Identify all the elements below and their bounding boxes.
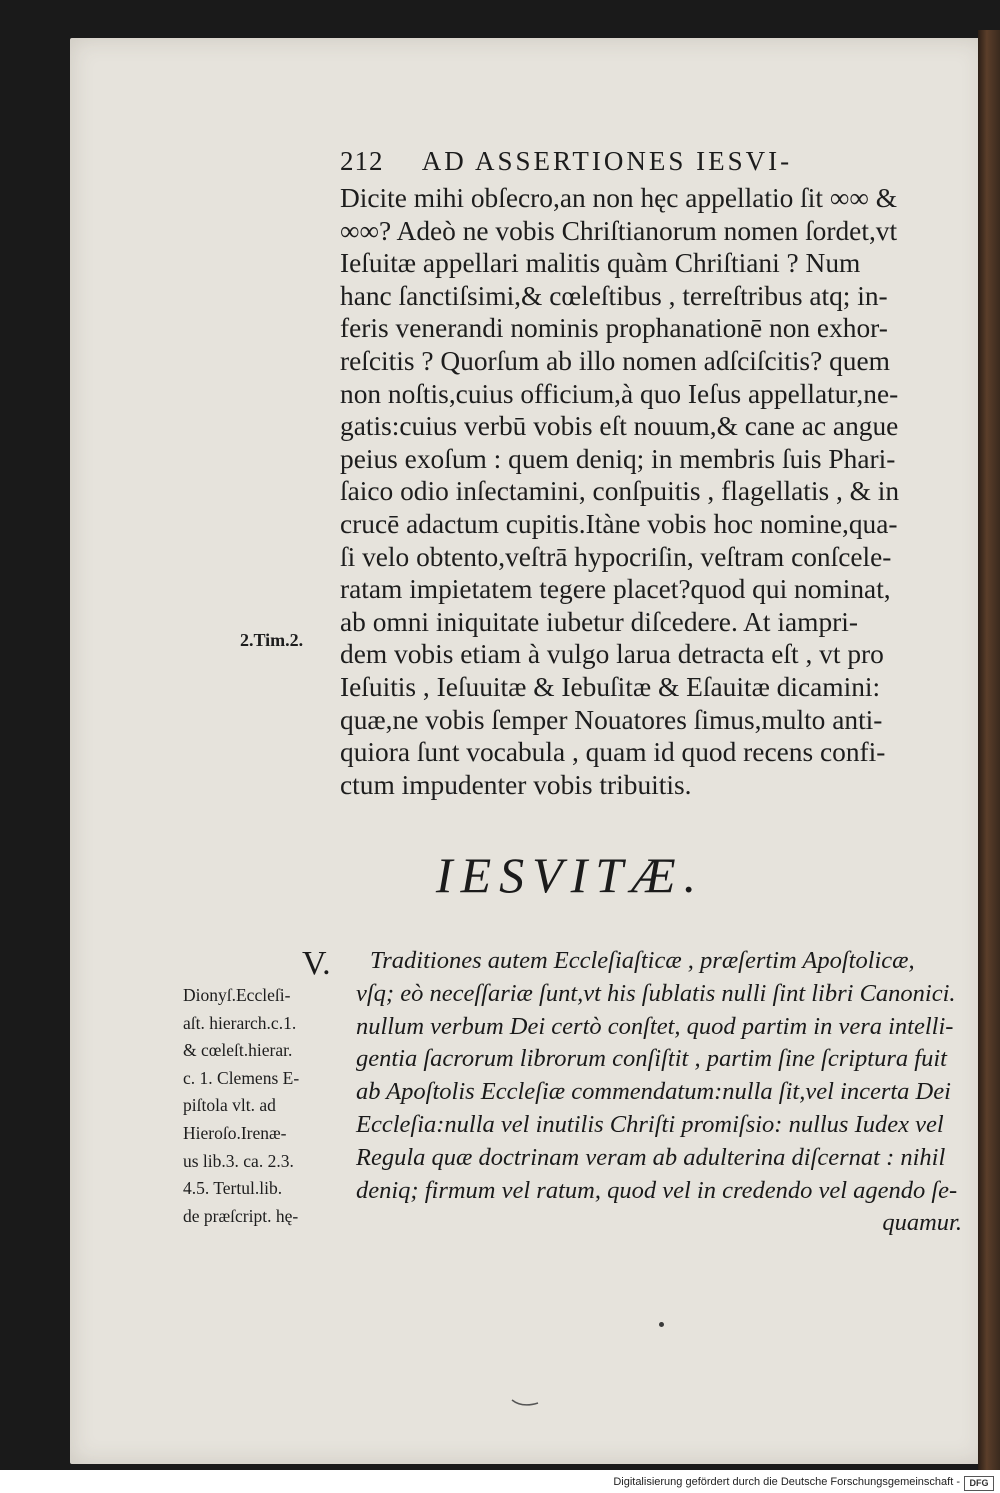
text-line: ∞∞? Adeò ne vobis Chriſtianorum nomen ſordet,vt [340, 215, 898, 246]
marginal-notes [183, 982, 343, 1230]
side-reference: 2.Tim.2. [240, 630, 304, 650]
marginal-line: us lib.3. ca. 2.3. [183, 1150, 294, 1171]
text-line: Traditiones autem Eccleſiaſticæ , præſertim Apoſtolicæ, [370, 947, 915, 974]
main-paragraph [340, 182, 972, 801]
text-line: Regula quæ doctrinam veram ab adulterina diſcernat : nihil [356, 1143, 946, 1171]
marginal-line: piſtola vlt. ad [183, 1095, 276, 1116]
text-line: gentia ſacrorum librorum conſiſtit , partim ſine ſcriptura fuit [356, 1045, 947, 1073]
text-line: gatis:cuius verbū vobis eſt nouum,& cane ac angue [340, 411, 899, 442]
text-line: Dicite mihi obſecro,an non hęc appellatio ſit ∞∞ & [340, 183, 898, 213]
ink-mark [510, 1398, 540, 1408]
text-line: nullum verbum Dei certò conſtet, quod partim in vera intelli- [356, 1012, 954, 1040]
text-line: non noſtis,cuius officium,à quo Ieſus appellatur,ne- [340, 378, 899, 409]
dfg-logo: DFG [964, 1476, 994, 1491]
text-line: ab Apoſtolis Eccleſiæ commendatum:nulla ſit,vel incerta Dei [356, 1078, 951, 1106]
running-head-title: AD ASSERTIONES IESVI- [421, 146, 793, 176]
italic-paragraph [356, 945, 976, 1240]
text-line: dem vobis etiam à vulgo larua detracta eſt , vt pro [340, 639, 884, 670]
marginal-line: 4.5. Tertul.lib. [183, 1178, 283, 1199]
text-line: quæ,ne vobis ſemper Nouatores ſimus,multo anti- [340, 704, 883, 735]
page-number: 212 [340, 146, 384, 176]
footer-bar [0, 1473, 1000, 1493]
marginal-line: & cœleſt.hierar. [183, 1040, 293, 1061]
running-header [340, 146, 970, 177]
marginal-line: c. 1. Clemens E- [183, 1067, 300, 1088]
text-line: Eccleſia:nulla vel inutilis Chriſti promiſsio: nullus Iudex vel [356, 1110, 944, 1138]
section-heading: IESVITÆ. [435, 847, 705, 903]
marginal-line: aſt. hierarch.c.1. [183, 1012, 297, 1033]
text-line: ſi velo obtento,veſtrā hypocriſin, veſtram conſcele- [340, 541, 892, 572]
section-numeral: V. [302, 945, 331, 982]
text-line: ctum impudenter vobis tribuitis. [340, 769, 692, 800]
text-line: hanc ſanctiſsimi,& cœleſtibus , terreſtribus atq; in- [340, 280, 888, 311]
text-line: deniq; firmum vel ratum, quod vel in credendo vel agendo ſe- [356, 1176, 958, 1204]
book-spine [978, 30, 1000, 1470]
text-line: ſaico odio inſectamini, conſpuitis , flagellatis , & in [340, 476, 900, 507]
text-line: quamur. [882, 1209, 962, 1237]
text-line: crucē adactum cupitis.Itàne vobis hoc nomine,qua- [340, 508, 898, 539]
text-line: Ieſuitæ appellari malitis quàm Chriſtiani ? Num [340, 248, 861, 279]
text-line: ratam impietatem tegere placet?quod qui nominat, [340, 574, 891, 605]
funding-note: Digitalisierung gefördert durch die Deutsche Forschungsgemeinschaft - [613, 1476, 960, 1488]
text-line: reſcitis ? Quorſum ab illo nomen adſciſcitis? quem [340, 345, 890, 376]
text-line: quiora ſunt vocabula , quam id quod recens confi- [340, 737, 886, 768]
ink-dot [659, 1322, 664, 1327]
marginal-line: de præſcript. hę- [183, 1205, 299, 1226]
text-line: vſq; eò neceſſariæ ſunt,vt his ſublatis nulli ſint libri Canonici. [356, 979, 956, 1007]
text-line: Ieſuitis , Ieſuuitæ & Iebuſitæ & Eſauitæ dicamini: [340, 671, 881, 702]
text-line: ab omni iniquitate iubetur diſcedere. At iampri- [340, 606, 858, 637]
text-line: feris venerandi nominis prophanationē non exhor- [340, 313, 888, 344]
marginal-line: Hieroſo.Irenæ- [183, 1122, 287, 1143]
marginal-line: Dionyſ.Eccleſi- [183, 985, 291, 1005]
text-line: peius exoſum : quem deniq; in membris ſuis Phari- [340, 443, 896, 474]
